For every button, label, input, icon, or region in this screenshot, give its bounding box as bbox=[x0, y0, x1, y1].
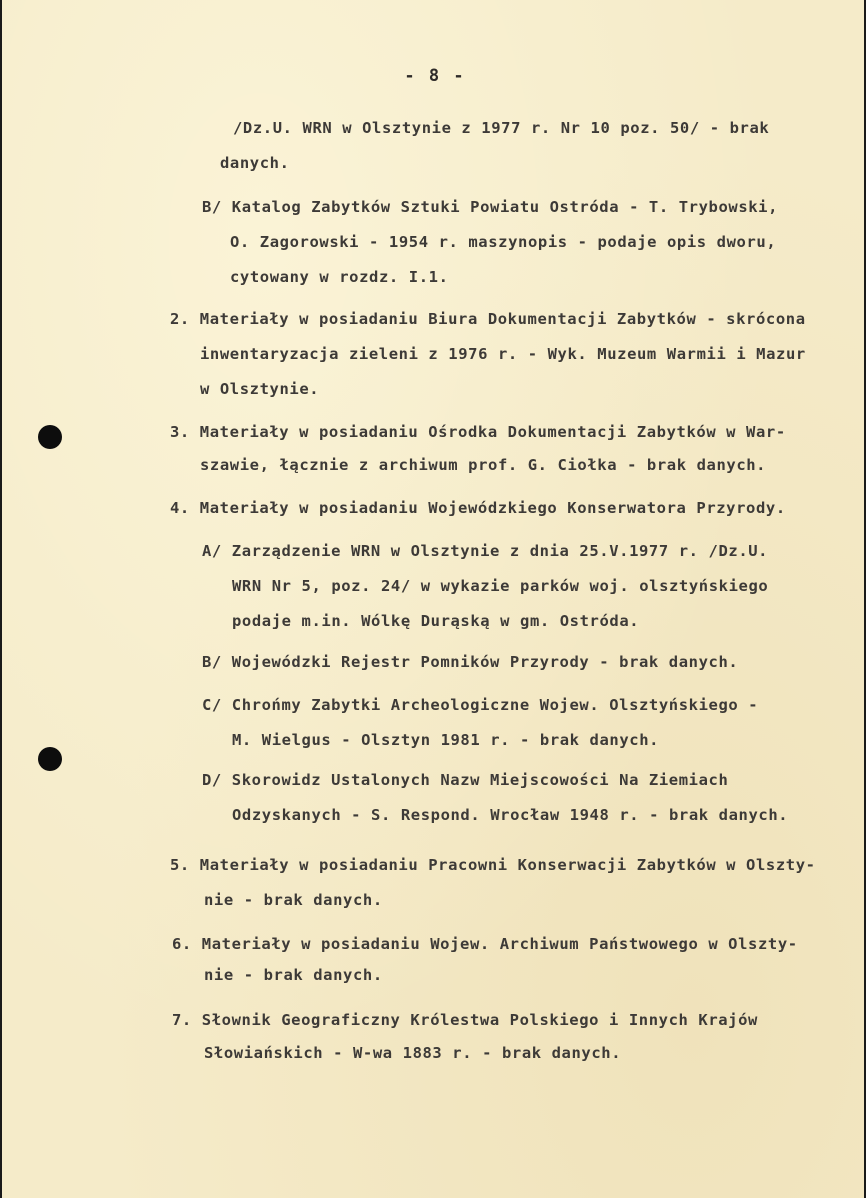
text-line: O. Zagorowski - 1954 r. maszynopis - podaje opis dworu, bbox=[230, 233, 777, 251]
text-line: nie - brak danych. bbox=[204, 891, 383, 909]
text-line: 2. Materiały w posiadaniu Biura Dokumentacji Zabytków - skrócona bbox=[170, 310, 806, 328]
text-line: 7. Słownik Geograficzny Królestwa Polskiego i Innych Krajów bbox=[172, 1011, 758, 1029]
text-line: danych. bbox=[220, 154, 290, 172]
text-line: A/ Zarządzenie WRN w Olsztynie z dnia 25.V.1977 r. /Dz.U. bbox=[202, 542, 769, 560]
text-line: nie - brak danych. bbox=[204, 966, 383, 984]
text-line: /Dz.U. WRN w Olsztynie z 1977 r. Nr 10 poz. 50/ - brak bbox=[233, 119, 770, 137]
text-line: Odzyskanych - S. Respond. Wrocław 1948 r. - brak danych. bbox=[232, 806, 789, 824]
page-number: - 8 - bbox=[404, 66, 466, 86]
text-line: B/ Katalog Zabytków Sztuki Powiatu Ostróda - T. Trybowski, bbox=[202, 198, 779, 216]
text-line: szawie, łącznie z archiwum prof. G. Ciołka - brak danych. bbox=[200, 456, 767, 474]
text-line: Słowiańskich - W-wa 1883 r. - brak danych. bbox=[204, 1044, 622, 1062]
text-line: B/ Wojewódzki Rejestr Pomników Przyrody - brak danych. bbox=[202, 653, 739, 671]
text-line: 3. Materiały w posiadaniu Ośrodka Dokumentacji Zabytków w War- bbox=[170, 423, 786, 441]
text-line: 4. Materiały w posiadaniu Wojewódzkiego Konserwatora Przyrody. bbox=[170, 499, 786, 517]
text-line: M. Wielgus - Olsztyn 1981 r. - brak danych. bbox=[232, 731, 660, 749]
text-line: cytowany w rozdz. I.1. bbox=[230, 268, 449, 286]
text-line: inwentaryzacja zieleni z 1976 r. - Wyk. Muzeum Warmii i Mazur bbox=[200, 345, 806, 363]
text-line: D/ Skorowidz Ustalonych Nazw Miejscowości Na Ziemiach bbox=[202, 771, 729, 789]
punch-hole-top bbox=[38, 425, 62, 449]
punch-hole-bottom bbox=[38, 747, 62, 771]
text-line: 6. Materiały w posiadaniu Wojew. Archiwum Państwowego w Olszty- bbox=[172, 935, 798, 953]
text-line: 5. Materiały w posiadaniu Pracowni Konserwacji Zabytków w Olszty- bbox=[170, 856, 816, 874]
text-line: C/ Chrońmy Zabytki Archeologiczne Wojew. Olsztyńskiego - bbox=[202, 696, 759, 714]
text-line: podaje m.in. Wólkę Durąską w gm. Ostróda. bbox=[232, 612, 640, 630]
text-line: w Olsztynie. bbox=[200, 380, 320, 398]
text-line: WRN Nr 5, poz. 24/ w wykazie parków woj. olsztyńskiego bbox=[232, 577, 769, 595]
